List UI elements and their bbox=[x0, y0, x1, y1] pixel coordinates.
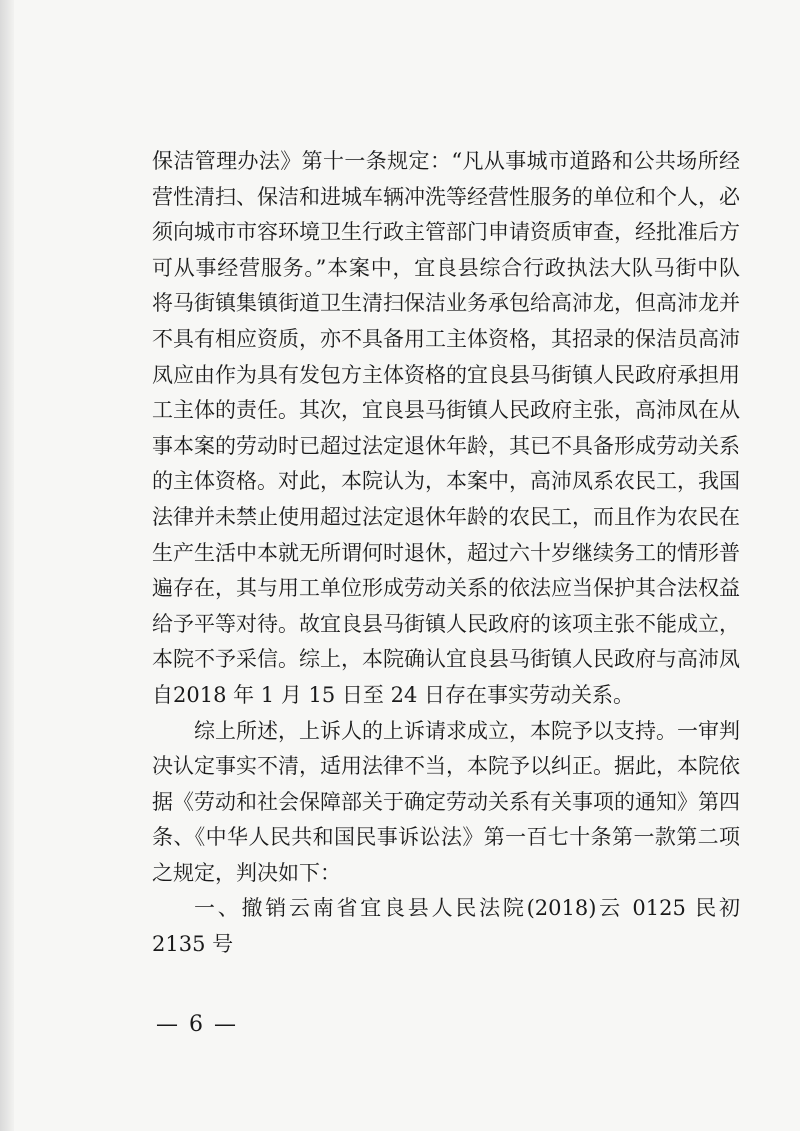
paragraph-conclusion: 综上所述，上诉人的上诉请求成立，本院予以支持。一审判决认定事实不清，适用法律不当，本院予以纠正。据此，本院依据《劳动和社会保障部关于确定劳动关系有关事项的通知》第四条、《中华人民共和国民事诉讼法》第一百七十条第一款第二项之规定，判决如下： bbox=[152, 718, 740, 885]
document-body bbox=[152, 144, 740, 963]
page-number: — 6 — bbox=[156, 1012, 238, 1037]
paragraph-judgment-item-1: 一、撤销云南省宜良县人民法院(2018)云 0125 民初 2135 号 bbox=[152, 896, 740, 957]
paragraph-legal-reasoning: 保洁管理办法》第十一条规定：“凡从事城市道路和公共场所经营性清扫、保洁和进城车辆冲洗等经营性服务的单位和个人，必须向城市市容环境卫生行政主管部门申请资质审查，经批准后方可从事经营服务。”本案中，宜良县综合行政执法大队马街中队将马街镇集镇街道卫生清扫保洁业务承包给高沛龙，但高沛龙并不具有相应资质，亦不具备用工主体资格，其招录的保洁员高沛凤应由作为具有发包方主体资格的宜良县马街镇人民政府承担用工主体的责任。其次，宜良县马街镇人民政府主张，高沛凤在从事本案的劳动时已超过法定退休年龄，其已不具备形成劳动关系的主体资格。对此，本院认为，本案中，高沛凤系农民工，我国法律并未禁止使用超过法定退休年龄的农民工，而且作为农民在生产生活中本就无所谓何时退休，超过六十岁继续务工的情形普遍存在，其与用工单位形成劳动关系的依法应当保护其合法权益给予平等对待。故宜良县马街镇人民政府的该项主张不能成立，本院不予采信。综上，本院确认宜良县马街镇人民政府与高沛凤自2018 年 1 月 15 日至 24 日存在事实劳动关系。 bbox=[152, 149, 740, 707]
scan-shadow-edge bbox=[0, 0, 14, 1131]
